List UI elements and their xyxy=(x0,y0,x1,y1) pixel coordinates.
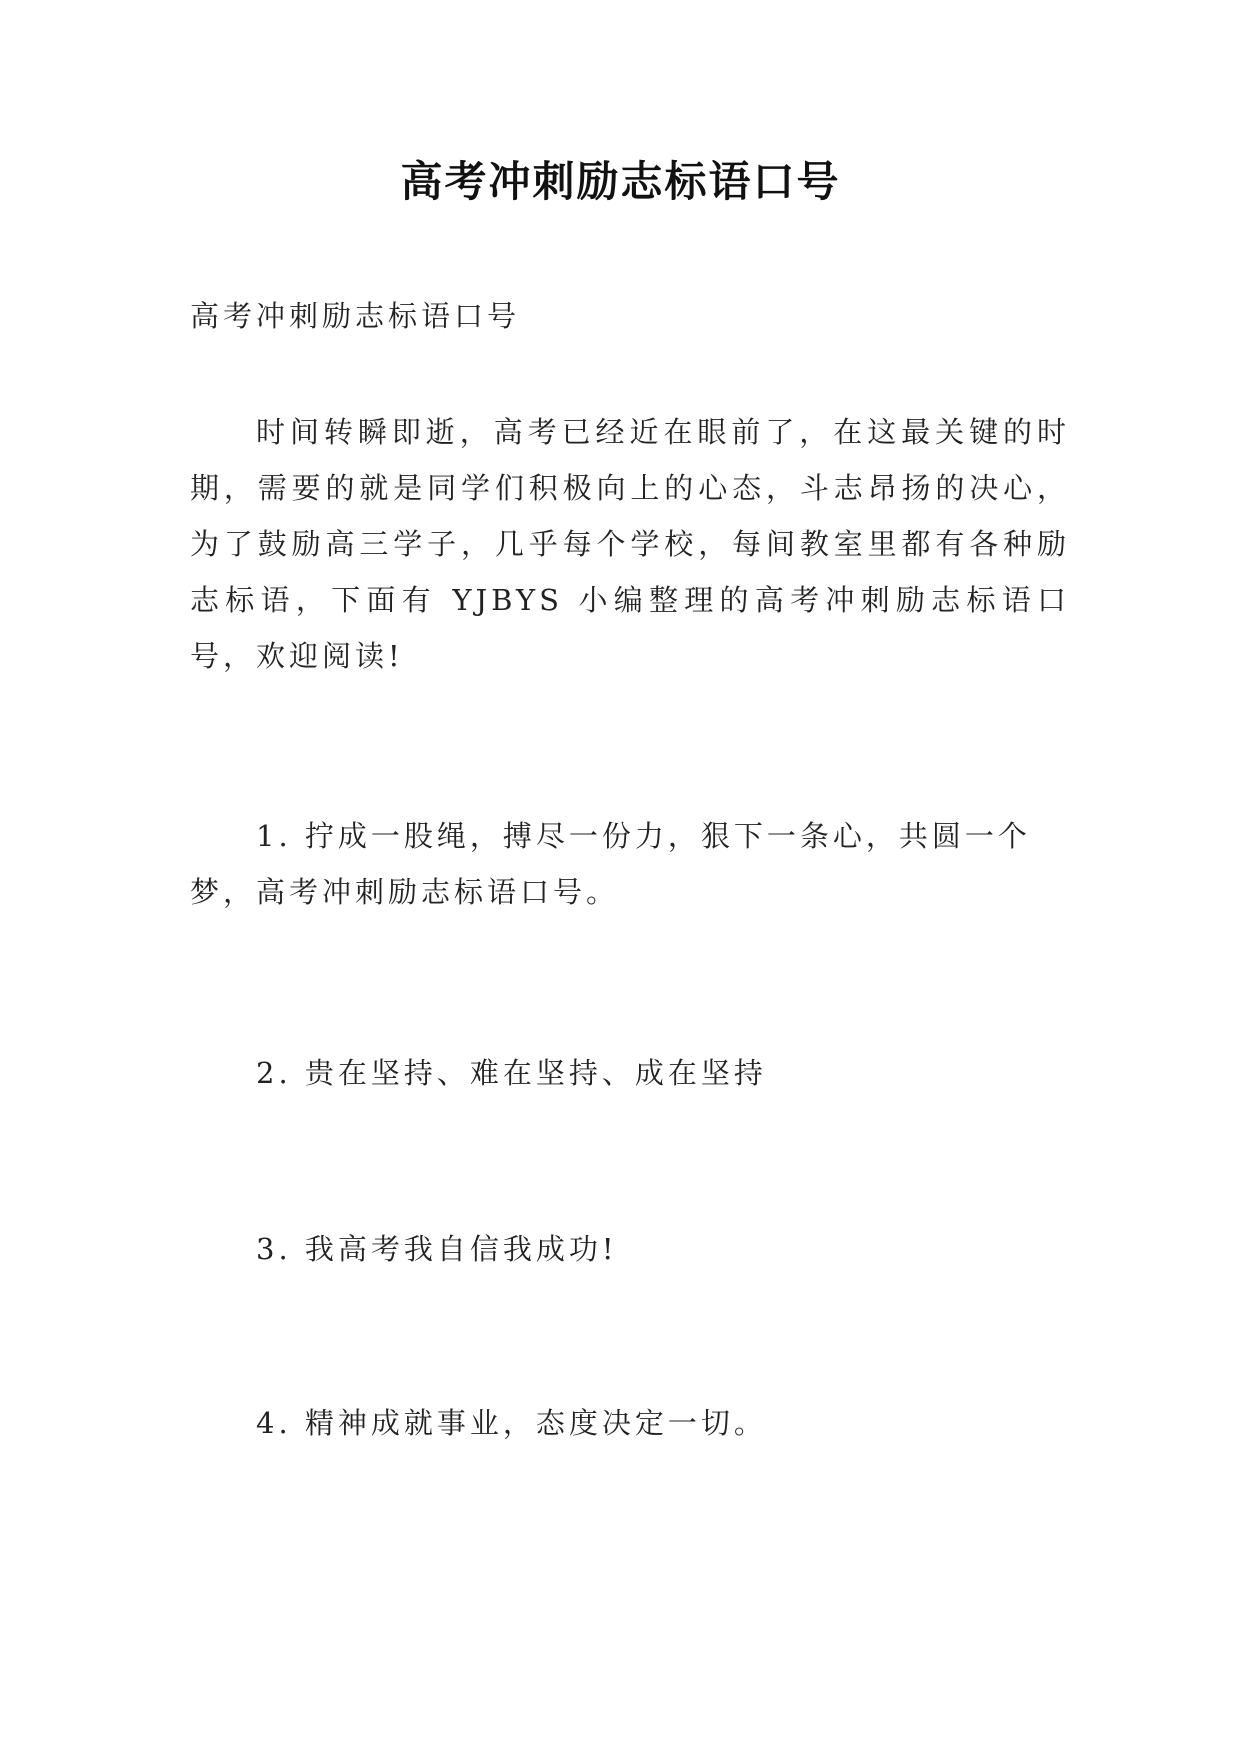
slogan-item: 1. 拧成一股绳，搏尽一份力，狠下一条心，共圆一个梦，高考冲刺励志标语口号。 xyxy=(190,819,1031,909)
slogan-item: 4. 精神成就事业，态度决定一切。 xyxy=(256,1406,767,1440)
document-title: 高考冲刺励志标语口号 xyxy=(400,157,841,206)
intro-paragraph: 时间转瞬即逝，高考已经近在眼前了，在这最关键的时期，需要的就是同学们积极向上的心态，斗志昂扬的决心，为了鼓励高三学子，几乎每个学校，每间教室里都有各种励志标语，下面有 YJBYS 小编整理的高考冲刺励志标语口号，欢迎阅读! xyxy=(190,415,1070,673)
document-subtitle: 高考冲刺励志标语口号 xyxy=(190,299,521,333)
slogan-item: 2. 贵在坚持、难在坚持、成在坚持 xyxy=(256,1056,767,1090)
slogan-item: 3. 我高考我自信我成功! xyxy=(256,1232,618,1266)
